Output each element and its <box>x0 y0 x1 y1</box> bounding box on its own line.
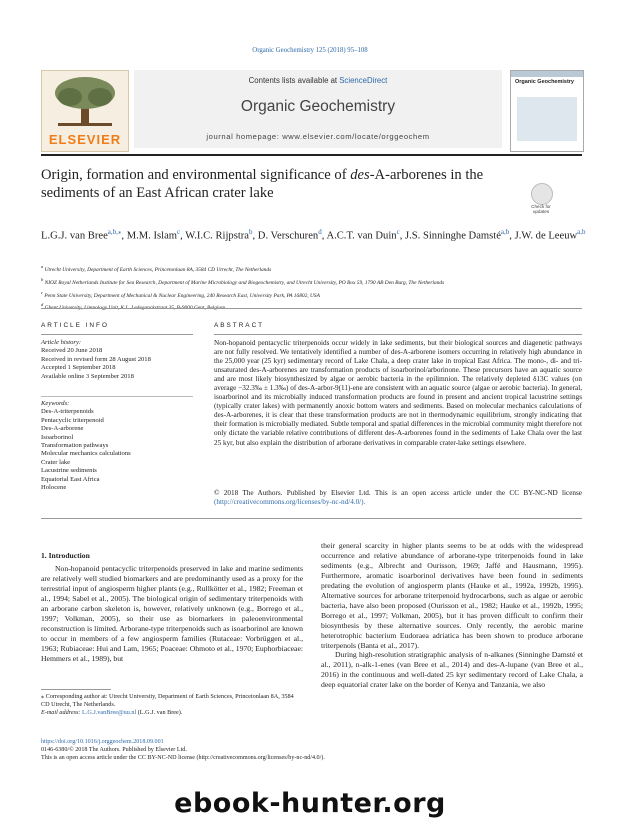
check-updates-icon <box>531 183 553 205</box>
title-part1: Origin, formation and environmental significance of <box>41 167 351 183</box>
homepage-url[interactable]: www.elsevier.com/locate/orggeochem <box>282 132 430 141</box>
article-bottom-info <box>41 738 441 762</box>
email-label: E-mail address: <box>41 709 83 716</box>
affiliation-key: a <box>41 264 44 269</box>
cover-image <box>517 97 577 141</box>
author-affiliation-marker[interactable]: d <box>318 228 322 236</box>
header-rule <box>41 154 582 156</box>
email-line <box>41 709 303 717</box>
elsevier-logo[interactable] <box>41 70 129 152</box>
affiliation-item: $^c$ Penn State University, Department of Mechanical & Nuclear Engineering, 240 Research East, University Park, PA 16802, USA <box>41 289 320 299</box>
author-affiliation-marker[interactable]: c <box>396 228 400 236</box>
abstract-heading: ABSTRACT <box>214 322 265 329</box>
keywords <box>41 400 201 492</box>
author-affiliation-marker[interactable]: b <box>249 228 253 236</box>
author-name[interactable]: W.I.C. Rijpstra <box>185 230 249 242</box>
copyright-line: 0146-6380/© 2018 The Authors. Published by Elsevier Ltd. <box>41 747 187 753</box>
history-item: Accepted 1 September 2018 <box>41 364 116 372</box>
affiliation-key: c <box>41 289 43 295</box>
journal-title: Organic Geochemistry <box>240 98 396 115</box>
cover-bar <box>511 71 583 77</box>
keyword-item: Des-A-triterpenoids <box>41 408 94 416</box>
author-name[interactable]: M.M. Islam <box>126 230 178 242</box>
watermark: ebook-hunter.org <box>174 788 446 819</box>
article-info-heading: ARTICLE INFO <box>41 322 109 329</box>
article-history <box>41 339 201 381</box>
journal-banner <box>134 70 502 148</box>
keyword-item: Molecular mechanics calculations <box>41 450 131 458</box>
email-link[interactable]: L.G.J.vanBree@uu.nl <box>82 709 137 716</box>
corresponding-author-text: ⁎ Corresponding author at: Utrecht University, Department of Earth Sciences, Princetonlaan 8A, 3584 CD Utrecht, The Netherlands. <box>41 693 294 708</box>
author-name[interactable]: J.W. de Leeuw <box>514 230 578 242</box>
history-item: Available online 3 September 2018 <box>41 372 134 380</box>
section-rule <box>41 308 582 309</box>
keyword-item: Equatorial East Africa <box>41 475 100 483</box>
history-label: Article history: <box>41 339 82 346</box>
license-statement <box>214 489 582 507</box>
body-column-right <box>321 541 583 690</box>
elsevier-wordmark: ELSEVIER <box>48 132 122 147</box>
author-name[interactable]: J.S. Sinninghe Damsté <box>404 230 501 242</box>
intro-paragraph-1: Non-hopanoid pentacyclic triterpenoids preserved in lake and marine sediments are relatively well studied biomarkers and are predominantly used as a proxy for the terrestrial input of angiosperm higher plants (e.g., Rullkötter et al., 1982; Freeman et al., 1994; Sabel et al., 2005). The biological origin of sedimentary triterpenoids with an arborane carbon skeleton is, however, relatively unknown (e.g., Borrego et al., 1997; Volkman, 2005), so their use as biomarkers in paleoenvironmental reconstruction is limited. Arborane-type triterpenoids such as isoarborinol are known to occur in members of a few angiosperm families (Rutaceae: Vorbrüggen et al., 1963; Rubiaceae: Hui and Lam, 1965; Poaceae: Ohmoto et al., 1970; Euphorbiaceae: Hemmers et al., 1989), but <box>41 564 303 663</box>
open-access-line: This is an open access article under the CC BY-NC-ND license (http://creativecommons.org/licenses/by-nc-nd/4.0/). <box>41 755 325 761</box>
keyword-item: Transformation pathways <box>41 442 109 450</box>
affiliation-key: d <box>41 302 44 308</box>
cover-title: Organic Geochemistry <box>515 79 574 85</box>
affiliation-item: $^b$ NIOZ Royal Netherlands Institute for Sea Research, Department of Marine Microbiology and Biogeochemistry, and Utrecht University, PO Box 59, 1790 AB Den Burg, The Netherlands <box>41 276 445 286</box>
body-column-left <box>41 564 303 664</box>
affiliation-key: b <box>41 276 44 282</box>
affiliations <box>41 262 586 313</box>
article-info-rule <box>41 334 193 335</box>
check-updates-label: Check for updates <box>531 204 551 214</box>
section-heading-introduction: 1. Introduction <box>41 551 90 560</box>
abstract-bottom-rule <box>41 518 582 519</box>
email-suffix: (L.G.J. van Bree). <box>136 709 183 716</box>
keyword-item: Pentacyclic triterpenoid <box>41 416 104 424</box>
journal-homepage <box>134 132 502 141</box>
journal-reference[interactable]: Organic Geochemistry 125 (2018) 95–108 <box>252 47 368 54</box>
keyword-item: Des-A-arborene <box>41 425 84 433</box>
corresponding-author-footnote <box>41 693 303 717</box>
article-title <box>41 166 511 202</box>
abstract-rule <box>214 334 582 335</box>
title-part2: -A-arborenes in the sediments of an East African crater lake <box>41 167 484 201</box>
title-italic: des <box>350 167 370 183</box>
history-rule <box>41 396 193 397</box>
footnote-rule <box>41 689 111 690</box>
affiliation-item <box>41 300 586 313</box>
elsevier-tree-icon <box>50 75 120 127</box>
check-for-updates-button[interactable] <box>527 183 555 215</box>
author-name[interactable]: L.G.J. van Bree <box>41 230 108 242</box>
affiliation-item: $^a$ Utrecht University, Department of Earth Sciences, Princetonlaan 8A, 3584 CD Utrecht, The Netherlands <box>41 264 272 273</box>
intro-paragraph-2: During high-resolution stratigraphic analysis of n-alkanes (Sinninghe Damsté et al., 2011), n-alk-1-enes (van Bree et al., 2014) and des-A-lupane (van Bree et al., 2016) in the continuous and well-dated 25 kyr sedimentary record of Lake Chala, a deep equatorial crater lake on the border of Kenya and Tanzania, we also <box>321 650 583 690</box>
intro-paragraph-1-cont: their general scarcity in higher plants seems to be at odds with the widespread occurrence and relative abundance of arborane-type triterpenoids found in lake sediments (e.g., Albrecht and Ourisson, 1969; Jaffé and Hausmann, 1995). Furthermore, aromatic isoarborinol derivatives have been found in sediments predating the evolution of angiosperm plants (Hauke et al., 1992a, 1992b, 1995). Alternative sources for arborane triterpenoid hydrocarbons, such as algae or aerobic bacteria, have also been proposed (Ourisson et al., 1982; Hauke et al., 1992b, 1995; Borrego et al., 1997; Volkman, 2005), but it has proven difficult to confirm their biosynthesis by these alternative sources. Only recently, the aerobic marine heterotrophic bacterium Eudoraea adriatica has been shown to produce arborane triterpenols (Banta et al., 2017). <box>321 541 583 650</box>
author-affiliation-marker[interactable]: a,b <box>500 228 510 236</box>
license-text: © 2018 The Authors. Published by Elsevier Ltd. This is an open access article under the CC BY-NC-ND license <box>214 489 582 497</box>
keyword-item: Holocene <box>41 484 67 492</box>
author-affiliation-marker[interactable]: a,b <box>577 228 586 236</box>
contents-prefix: Contents lists available at <box>248 76 340 85</box>
keyword-item: Isoarborinol <box>41 433 74 441</box>
keyword-item: Lacustrine sediments <box>41 467 97 475</box>
license-link[interactable]: (http://creativecommons.org/licenses/by-nc-nd/4.0/). <box>214 498 366 507</box>
keyword-item: Crater lake <box>41 458 71 466</box>
journal-cover-thumbnail[interactable] <box>510 70 584 152</box>
author-affiliation-marker[interactable]: a,b,⁎ <box>107 228 122 236</box>
history-item: Received 20 June 2018 <box>41 347 103 355</box>
doi-link[interactable]: https://doi.org/10.1016/j.orggeochem.2018.09.001 <box>41 739 164 745</box>
history-item: Received in revised form 28 August 2018 <box>41 355 151 363</box>
abstract-text: Non-hopanoid pentacyclic triterpenoids occur widely in lake sediments, but their biological sources and diagenetic pathways are not fully resolved. We tentatively identified a number of des-A-arborene isomers occurring in relatively high abundance in the 25,000 year (25 kyr) sedimentary record of Lake Chala, a deep crater lake in tropical East Africa. The mono-, di- and tri-unsaturated des-A-arborenes are transformation products of isoarborinol/arborinone. These precursors have an aquatic source and are most likely biosynthesized by algae or aerobic bacteria in the epilimnion. The relatively depleted δ13C values (on average −32.3‰ ± 1.3‰) of des-A-arbor-9(11)-ene are consistent with an aquatic source (algae or aerobic bacteria). In general, isoarborinol and its microbially induced transformation products are found in present and ancient tropical lacustrine settings (typically crater lakes) with permanently anoxic bottom waters and sediments. Based on molecular mechanics calculations of des-A-arborenes, it is clear that these transformation products are not in thermodynamic equilibrium, strongly indicating that their formation is microbially mediated. Subtle temporal and spatial differences in the microbial community might therefore not only dictate the variable relative contributions of different des-A-arborenes found in the sediments of Lake Chala over the last 25 kyr, but also explain the distribution of arborane derivatives in comparable crater-lake settings elsewhere. <box>214 339 582 447</box>
contents-line <box>134 76 502 85</box>
author-name[interactable]: D. Verschuren <box>257 230 319 242</box>
keywords-label: Keywords: <box>41 400 70 407</box>
author-name[interactable]: A.C.T. van Duin <box>326 230 397 242</box>
sciencedirect-link[interactable]: ScienceDirect <box>339 76 388 85</box>
homepage-label: journal homepage: <box>206 132 283 141</box>
author-affiliation-marker[interactable]: c <box>177 228 181 236</box>
author-list: L.G.J. van Bree$^{a,b,⁎}$, M.M. Islam$^c$, W.I.C. Rijpstra$^b$, D. Verschuren$^d$, A.C.T. van Duin$^c$, J.S. Sinninghe Damsté$^{a,b}$, J.W. de Leeuw$^{a,b}$ <box>41 228 586 242</box>
